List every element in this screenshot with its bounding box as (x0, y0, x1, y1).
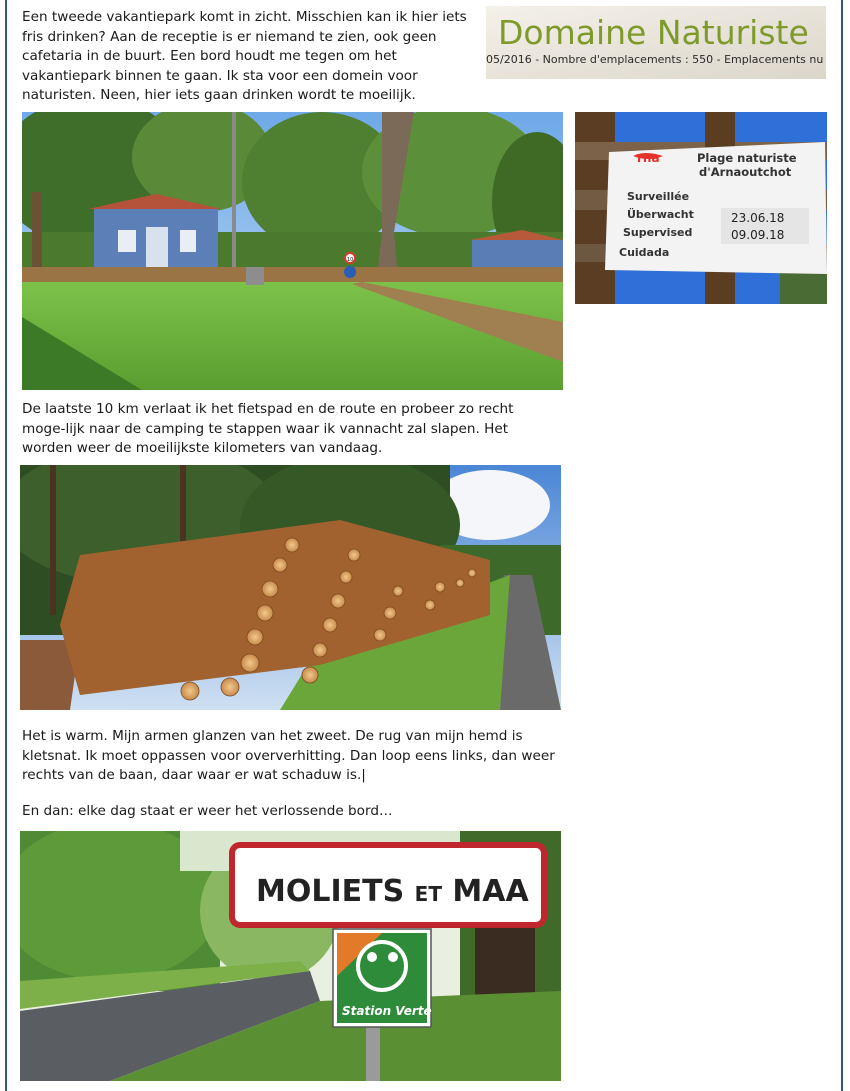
page-border-left (5, 0, 7, 1091)
paragraph-relieving-sign: En dan: elke dag staat er weer het verlossende bord… (22, 803, 393, 819)
paragraph-intro: Een tweede vakantiepark komt in zicht. Misschien kan ik hier iets fris drinken? Aan de receptie is er niemand te zien, ook geen cafetaria in de buurt. Een bord houdt me tegen om het vakantiepark binnen te gaan. Ik sta voor een domein voor naturisten. Neen, hier iets gaan drinken wordt te moeilijk. (22, 9, 467, 103)
domaine-heading: Domaine Naturiste (498, 13, 809, 52)
page-border-right (841, 0, 843, 1091)
station-verte-badge: Station Verte (342, 1004, 432, 1018)
domaine-subline: 05/2016 - Nombre d'emplacements : 550 - Emplacements nu (486, 53, 824, 66)
plage-title-line1: Plage naturiste (697, 151, 797, 165)
paragraph-warm: Het is warm. Mijn armen glanzen van het zweet. De rug van mijn hemd is kletsnat. Ik moet oppassen voor oververhitting. Dan loop eens links, dan weer rechts van de baan, daar waar er wat schaduw is.| (22, 728, 555, 783)
plage-label-cuidada: Cuidada (619, 246, 670, 259)
plage-date-start: 23.06.18 (731, 211, 785, 225)
photo-log-piles-road (20, 465, 561, 710)
plage-label-supervised: Supervised (623, 226, 693, 239)
plage-label-surveillee: Surveillée (627, 190, 690, 203)
photo-domaine-naturiste-sign (486, 6, 826, 79)
plage-date-end: 09.09.18 (731, 228, 785, 242)
speed-limit-sign: 10 (347, 257, 354, 263)
svg-text:MOLIETS ET MAA (256, 874, 529, 909)
plage-title-line2: d'Arnaoutchot (699, 165, 792, 179)
plage-label-uberwacht: Überwacht (627, 208, 694, 221)
plage-logo: rna (637, 151, 660, 165)
town-name-part3: MAA (441, 874, 529, 909)
photo-holiday-park-reception (22, 112, 563, 390)
photo-moliets-et-maa-sign (20, 831, 561, 1081)
town-name-part1: MOLIETS (256, 874, 415, 909)
paragraph-last-10-km: De laatste 10 km verlaat ik het fietspad en de route en probeer zo recht moge-lijk naar de camping te stappen waar ik vannacht zal slapen. Het worden weer de moeilijkste kilometers van vandaag. (22, 401, 514, 456)
town-name-part2: ET (414, 882, 442, 906)
photo-plage-naturiste-sign (575, 112, 827, 304)
